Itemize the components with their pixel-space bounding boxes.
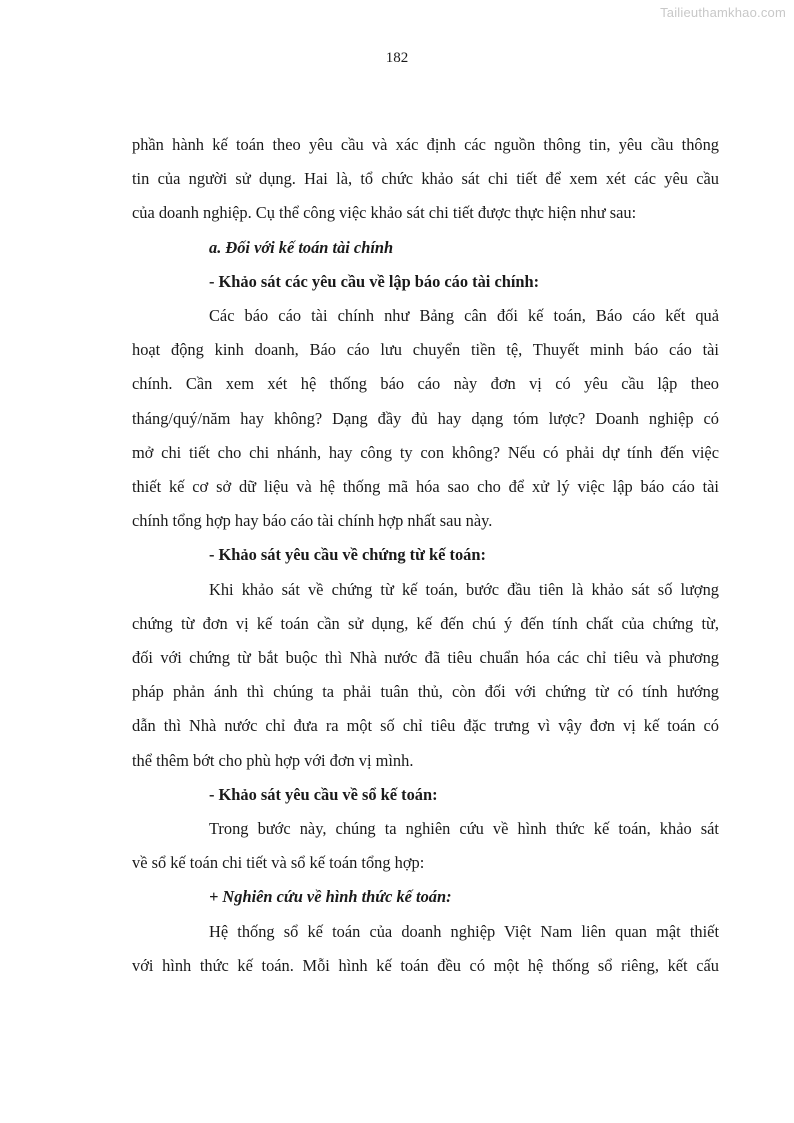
text-line: với hình thức kế toán. Mỗi hình kế toán đều có một hệ thống sổ riêng, kết cấu xyxy=(132,955,719,975)
text-line: Các báo cáo tài chính như Bảng cân đối kế toán, Báo cáo kết quả xyxy=(209,306,719,326)
text-line: Trong bước này, chúng ta nghiên cứu về hình thức kế toán, khảo sát xyxy=(209,819,719,839)
text-line: chính tổng hợp hay báo cáo tài chính hợp nhất sau này. xyxy=(132,511,493,531)
text-line: Khi khảo sát về chứng từ kế toán, bước đầu tiên là khảo sát số lượng xyxy=(209,579,719,599)
text-line: thể thêm bớt cho phù hợp với đơn vị mình. xyxy=(132,750,414,770)
watermark: Tailieuthamkhao.com xyxy=(660,5,786,20)
text-line: đối với chứng từ bắt buộc thì Nhà nước đã tiêu chuẩn hóa các chỉ tiêu và phương xyxy=(132,648,719,668)
text-line: dẫn thì Nhà nước chỉ đưa ra một số chỉ tiêu đặc trưng vì vậy đơn vị kế toán có xyxy=(132,716,719,736)
document-body xyxy=(132,128,719,983)
subsection-heading: - Khảo sát các yêu cầu về lập báo cáo tài chính: xyxy=(209,271,540,291)
section-heading: a. Đối với kế toán tài chính xyxy=(209,237,394,257)
text-line: mở chi tiết cho chi nhánh, hay công ty con không? Nếu có phải dự tính đến việc xyxy=(132,442,719,462)
text-line: về sổ kế toán chi tiết và sổ kế toán tổng hợp: xyxy=(132,853,425,873)
text-line: chính. Cần xem xét hệ thống báo cáo này đơn vị có yêu cầu lập theo xyxy=(132,374,719,394)
text-line: hoạt động kinh doanh, Báo cáo lưu chuyển tiền tệ, Thuyết minh báo cáo tài xyxy=(132,340,719,360)
subsection-heading: + Nghiên cứu về hình thức kế toán: xyxy=(209,887,452,907)
text-line: của doanh nghiệp. Cụ thể công việc khảo sát chi tiết được thực hiện như sau: xyxy=(132,203,637,223)
text-line: tin của người sử dụng. Hai là, tổ chức khảo sát chi tiết để xem xét các yêu cầu xyxy=(132,169,719,189)
subsection-heading: - Khảo sát yêu cầu về sổ kế toán: xyxy=(209,784,438,804)
text-line: thiết kế cơ sở dữ liệu và hệ thống mã hóa sao cho để xử lý việc lập báo cáo tài xyxy=(132,477,719,497)
text-line: Hệ thống sổ kế toán của doanh nghiệp Việt Nam liên quan mật thiết xyxy=(209,921,719,941)
page-number: 182 xyxy=(385,50,409,66)
text-line: tháng/quý/năm hay không? Dạng đầy đủ hay dạng tóm lược? Doanh nghiệp có xyxy=(132,408,719,428)
text-line: pháp phản ánh thì chúng ta phải tuân thủ, còn đối với chứng từ có tính hướng xyxy=(132,682,719,702)
subsection-heading: - Khảo sát yêu cầu về chứng từ kế toán: xyxy=(209,545,486,565)
text-line: chứng từ đơn vị kế toán cần sử dụng, kế đến chú ý đến tính chất của chứng từ, xyxy=(132,613,719,633)
text-line: phần hành kế toán theo yêu cầu và xác định các nguồn thông tin, yêu cầu thông xyxy=(132,135,719,154)
